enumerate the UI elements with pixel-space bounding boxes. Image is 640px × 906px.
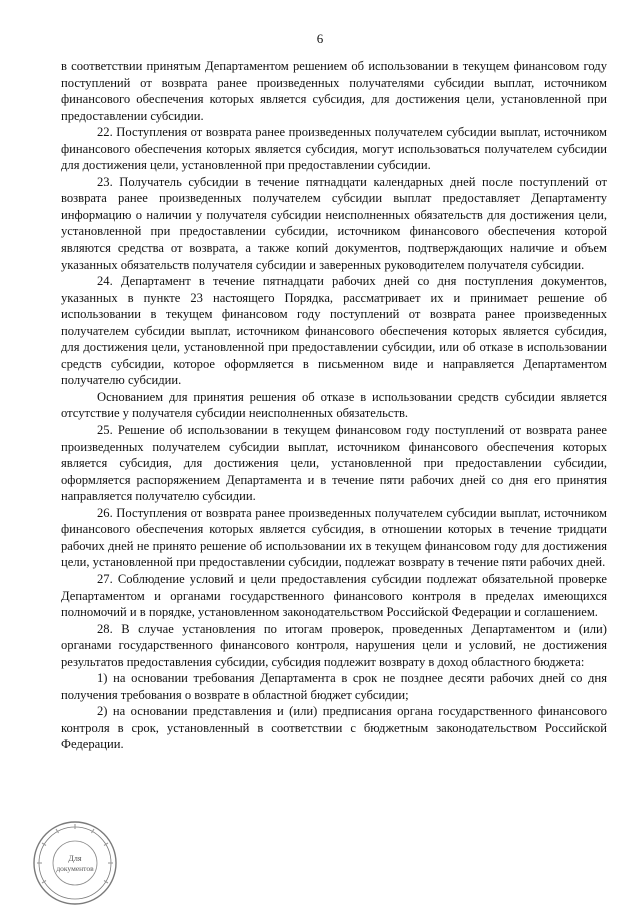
paragraph-23: 23. Получатель субсидии в течение пятнадцати календарных дней после поступлений от возврата ранее произведенных получателем субсидии выплат предоставляет Департаменту информацию о наличии у получателя субсидии неисполненных обязательств для достижения цели, установленной при предоставлении субсидии, источником финансового обеспечения которой являются средства от возврата, а также копий документов, подтверждающих наличие и объем указанных обязательств получателя субсидии и заверенных руководителем получателя субсидии. bbox=[61, 174, 607, 272]
paragraph-refusal-basis: Основанием для принятия решения об отказе в использовании средств субсидии является отсутствие у получателя субсидии неисполненных обязательств. bbox=[61, 389, 607, 421]
stamp-text-line2: документов bbox=[56, 864, 94, 873]
paragraph-27: 27. Соблюдение условий и цели предоставления субсидии подлежат обязательной проверке Департаментом и органами государственного финансового контроля в пределах имеющихся полномочий и в порядке, установленном законодательством Российской Федерации и соглашением. bbox=[61, 571, 607, 620]
paragraph-25: 25. Решение об использовании в текущем финансовом году поступлений от возврата ранее произведенных получателем субсидии выплат, источником финансового обеспечения которых является субсидия, для достижения цели, установленной при предоставлении субсидии, оформляется распоряжением Департамента и в течение пяти рабочих дней со дня его принятия направляется получателю субсидии. bbox=[61, 423, 607, 504]
paragraph-28-item-1: 1) на основании требования Департамента в срок не позднее десяти рабочих дней со дня получения требования о возврате в областной бюджет субсидии; bbox=[61, 671, 607, 702]
paragraph-26: 26. Поступления от возврата ранее произведенных получателем субсидии выплат, источником финансового обеспечения которых является субсидия, в отношении которых в течение тридцати рабочих дней не принято решение об использовании их в текущем финансовом году для достижения цели, установленной при предоставлении субсидии, подлежат возврату в течение пяти рабочих дней. bbox=[61, 505, 607, 570]
document-body bbox=[61, 58, 607, 753]
stamp-text-line1: Для bbox=[68, 854, 82, 863]
paragraph-28: 28. В случае установления по итогам проверок, проведенных Департаментом и (или) органами государственного финансового контроля, нарушения цели и условий, не достижения результатов предоставления субсидии, субсидия подлежит возврату в доход областного бюджета: bbox=[61, 621, 607, 669]
stamp-seal bbox=[32, 820, 118, 906]
paragraph-24: 24. Департамент в течение пятнадцати рабочих дней со дня поступления документов, указанных в пункте 23 настоящего Порядка, рассматривает их и принимает решение об использовании в текущем финансовом году поступлений от возврата ранее произведенных получателем субсидии выплат, источником финансового обеспечения которых является субсидия, для достижения цели, установленной при предоставлении субсидии, или об отказе в использовании средств субсидии, которое оформляется в письменном виде и направляется Департаментом получателю субсидии. bbox=[61, 274, 607, 388]
paragraph-22: 22. Поступления от возврата ранее произведенных получателем субсидии выплат, источником финансового обеспечения которых является субсидия, могут использоваться получателем субсидии для достижения цели, установленной при предоставлении субсидии. bbox=[61, 125, 607, 173]
page-number: 6 bbox=[316, 31, 324, 46]
paragraph-28-item-2: 2) на основании представления и (или) предписания органа государственного финансового контроля в срок, установленный в соответствии с бюджетным законодательством Российской Федерации. bbox=[61, 704, 607, 752]
paragraph-continuation: в соответствии принятым Департаментом решением об использовании в текущем финансовом году поступлений от возврата ранее произведенных получателями субсидии выплат, источником финансового обеспечения которых является субсидия, для достижения цели, установленной при предоставлении субсидии. bbox=[61, 59, 607, 123]
